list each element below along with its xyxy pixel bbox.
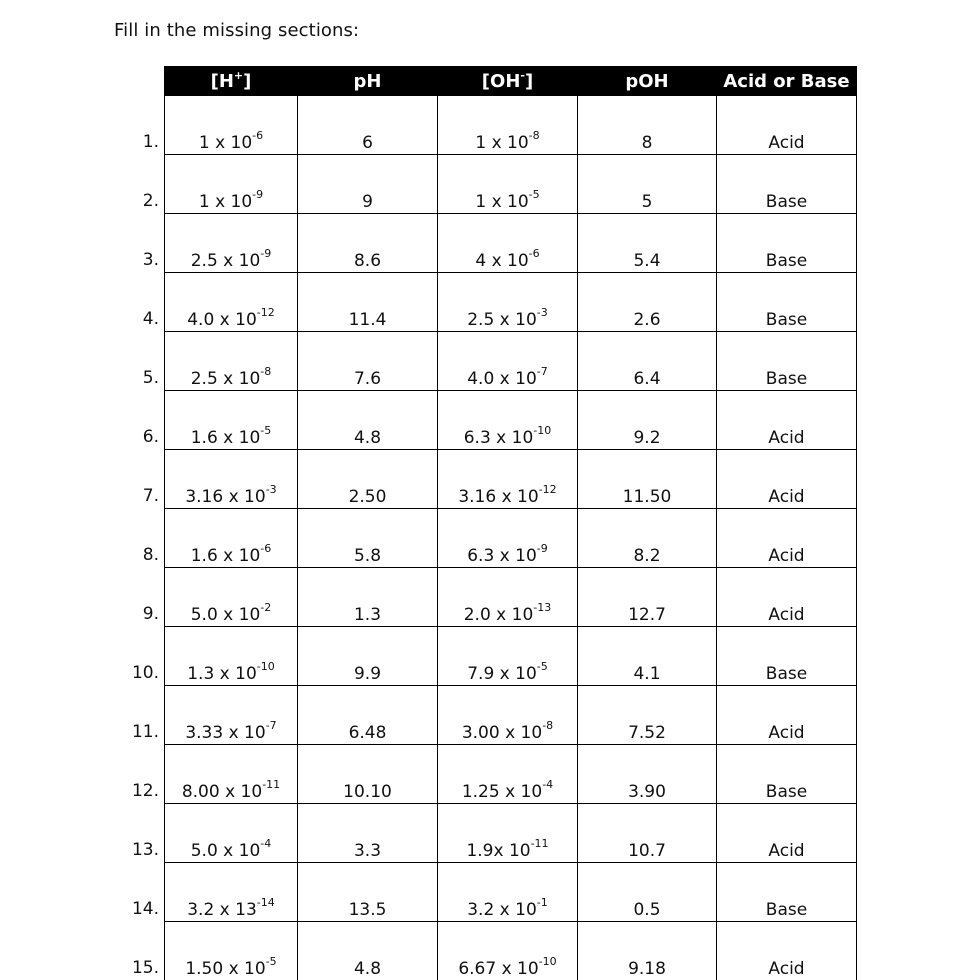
oh-exponent: -11 — [531, 837, 549, 850]
acid-or-base-cell: Acid — [717, 568, 857, 627]
acid-or-base-cell: Base — [717, 214, 857, 273]
ph-cell: 4.8 — [298, 922, 438, 980]
ph-cell: 10.10 — [298, 745, 438, 804]
poh-cell: 9.2 — [578, 391, 717, 450]
h-concentration-cell — [165, 509, 298, 568]
h-exponent: -6 — [260, 542, 271, 555]
header-ph: pH — [298, 66, 438, 96]
row-number: 12. — [111, 781, 159, 801]
h-mantissa: 5.0 x 10 — [191, 841, 261, 861]
row-number: 10. — [111, 663, 159, 683]
h-exponent: -7 — [266, 719, 277, 732]
poh-cell: 7.52 — [578, 686, 717, 745]
ph-cell: 5.8 — [298, 509, 438, 568]
h-exponent: -12 — [257, 306, 275, 319]
h-concentration-cell — [165, 804, 298, 863]
oh-concentration-cell — [438, 686, 578, 745]
oh-concentration-cell — [438, 863, 578, 922]
table-row — [165, 804, 857, 863]
h-exponent: -6 — [252, 129, 263, 142]
oh-concentration-cell — [438, 273, 578, 332]
h-mantissa: 1.6 x 10 — [191, 546, 261, 566]
h-concentration-cell — [165, 627, 298, 686]
oh-concentration-cell — [438, 627, 578, 686]
oh-mantissa: 4.0 x 10 — [467, 369, 537, 389]
h-mantissa: 5.0 x 10 — [191, 605, 261, 625]
acid-or-base-cell: Acid — [717, 391, 857, 450]
row-number: 9. — [111, 604, 159, 624]
oh-mantissa: 6.3 x 10 — [464, 428, 534, 448]
acid-or-base-cell: Base — [717, 155, 857, 214]
oh-concentration-cell — [438, 391, 578, 450]
oh-concentration-cell — [438, 922, 578, 980]
ph-cell: 1.3 — [298, 568, 438, 627]
table-row — [165, 391, 857, 450]
row-number: 3. — [111, 250, 159, 270]
h-concentration-cell — [165, 214, 298, 273]
poh-cell: 4.1 — [578, 627, 717, 686]
h-concentration-cell — [165, 863, 298, 922]
ph-cell: 7.6 — [298, 332, 438, 391]
table-row — [165, 96, 857, 155]
oh-mantissa: 1 x 10 — [475, 192, 528, 212]
oh-mantissa: 6.67 x 10 — [458, 959, 538, 979]
h-exponent: -5 — [266, 955, 277, 968]
h-concentration-cell — [165, 391, 298, 450]
h-exponent: -10 — [257, 660, 275, 673]
table-row — [165, 273, 857, 332]
h-mantissa: 1 x 10 — [199, 133, 252, 153]
h-concentration-cell — [165, 745, 298, 804]
oh-concentration-cell — [438, 804, 578, 863]
row-number: 1. — [111, 132, 159, 152]
acid-or-base-cell: Acid — [717, 450, 857, 509]
h-exponent: -9 — [260, 247, 271, 260]
h-mantissa: 3.16 x 10 — [185, 487, 265, 507]
oh-mantissa: 1.9x 10 — [466, 841, 530, 861]
poh-cell: 3.90 — [578, 745, 717, 804]
poh-cell: 8.2 — [578, 509, 717, 568]
h-concentration-cell — [165, 450, 298, 509]
h-mantissa: 4.0 x 10 — [187, 310, 257, 330]
oh-exponent: -8 — [529, 129, 540, 142]
oh-exponent: -12 — [539, 483, 557, 496]
row-number: 11. — [111, 722, 159, 742]
acid-or-base-cell: Acid — [717, 922, 857, 980]
ph-cell: 6.48 — [298, 686, 438, 745]
poh-cell: 2.6 — [578, 273, 717, 332]
table-row — [165, 332, 857, 391]
poh-cell: 12.7 — [578, 568, 717, 627]
table-row — [165, 863, 857, 922]
oh-concentration-cell — [438, 568, 578, 627]
h-concentration-cell — [165, 96, 298, 155]
ph-cell: 11.4 — [298, 273, 438, 332]
table-row — [165, 686, 857, 745]
table-row — [165, 568, 857, 627]
oh-mantissa: 3.2 x 10 — [467, 900, 537, 920]
table-row — [165, 214, 857, 273]
row-number: 13. — [111, 840, 159, 860]
oh-mantissa: 3.16 x 10 — [458, 487, 538, 507]
header-h-concentration: [H+] — [165, 66, 298, 96]
acid-or-base-cell: Acid — [717, 804, 857, 863]
oh-concentration-cell — [438, 509, 578, 568]
h-mantissa: 1.3 x 10 — [187, 664, 257, 684]
oh-concentration-cell — [438, 214, 578, 273]
ph-cell: 6 — [298, 96, 438, 155]
row-number: 7. — [111, 486, 159, 506]
h-exponent: -11 — [262, 778, 280, 791]
ph-cell: 8.6 — [298, 214, 438, 273]
ph-cell: 4.8 — [298, 391, 438, 450]
oh-exponent: -6 — [529, 247, 540, 260]
h-concentration-cell — [165, 568, 298, 627]
acid-or-base-cell: Base — [717, 273, 857, 332]
oh-mantissa: 7.9 x 10 — [467, 664, 537, 684]
poh-cell: 5.4 — [578, 214, 717, 273]
header-acid-or-base: Acid or Base — [717, 66, 857, 96]
acid-or-base-cell: Base — [717, 332, 857, 391]
oh-concentration-cell — [438, 96, 578, 155]
oh-exponent: -1 — [537, 896, 548, 909]
row-number: 15. — [111, 958, 159, 978]
h-exponent: -14 — [257, 896, 275, 909]
acid-or-base-cell: Acid — [717, 509, 857, 568]
h-exponent: -3 — [266, 483, 277, 496]
oh-mantissa: 1 x 10 — [475, 133, 528, 153]
acid-or-base-cell: Base — [717, 627, 857, 686]
poh-cell: 0.5 — [578, 863, 717, 922]
oh-concentration-cell — [438, 450, 578, 509]
h-concentration-cell — [165, 686, 298, 745]
h-exponent: -9 — [252, 188, 263, 201]
table-row — [165, 922, 857, 980]
h-mantissa: 1 x 10 — [199, 192, 252, 212]
oh-exponent: -5 — [537, 660, 548, 673]
h-exponent: -8 — [260, 365, 271, 378]
oh-concentration-cell — [438, 745, 578, 804]
h-mantissa: 1.50 x 10 — [185, 959, 265, 979]
h-concentration-cell — [165, 922, 298, 980]
oh-exponent: -4 — [542, 778, 553, 791]
acid-or-base-cell: Acid — [717, 686, 857, 745]
table-row — [165, 509, 857, 568]
h-mantissa: 1.6 x 10 — [191, 428, 261, 448]
row-number: 6. — [111, 427, 159, 447]
row-number: 2. — [111, 191, 159, 211]
row-number: 4. — [111, 309, 159, 329]
instructions-text: Fill in the missing sections: — [114, 20, 359, 41]
poh-cell: 8 — [578, 96, 717, 155]
oh-concentration-cell — [438, 332, 578, 391]
header-oh-concentration: [OH-] — [438, 66, 578, 96]
ph-cell: 9 — [298, 155, 438, 214]
h-mantissa: 3.2 x 13 — [187, 900, 257, 920]
acid-or-base-cell: Acid — [717, 96, 857, 155]
h-mantissa: 8.00 x 10 — [182, 782, 262, 802]
table-row — [165, 627, 857, 686]
oh-exponent: -3 — [537, 306, 548, 319]
row-number: 8. — [111, 545, 159, 565]
h-concentration-cell — [165, 155, 298, 214]
table-row — [165, 450, 857, 509]
poh-cell: 9.18 — [578, 922, 717, 980]
h-exponent: -2 — [260, 601, 271, 614]
oh-mantissa: 4 x 10 — [475, 251, 528, 271]
oh-exponent: -13 — [533, 601, 551, 614]
h-concentration-cell — [165, 332, 298, 391]
oh-exponent: -10 — [539, 955, 557, 968]
h-mantissa: 2.5 x 10 — [191, 369, 261, 389]
oh-mantissa: 3.00 x 10 — [462, 723, 542, 743]
oh-mantissa: 6.3 x 10 — [467, 546, 537, 566]
ph-cell: 2.50 — [298, 450, 438, 509]
oh-concentration-cell — [438, 155, 578, 214]
h-exponent: -5 — [260, 424, 271, 437]
poh-cell: 11.50 — [578, 450, 717, 509]
poh-cell: 5 — [578, 155, 717, 214]
header-poh: pOH — [578, 66, 717, 96]
ph-cell: 3.3 — [298, 804, 438, 863]
h-exponent: -4 — [260, 837, 271, 850]
oh-mantissa: 2.0 x 10 — [464, 605, 534, 625]
oh-exponent: -5 — [529, 188, 540, 201]
acid-or-base-cell: Base — [717, 863, 857, 922]
row-number: 5. — [111, 368, 159, 388]
row-number: 14. — [111, 899, 159, 919]
ph-worksheet-table — [164, 66, 857, 980]
header-row — [165, 66, 857, 96]
poh-cell: 10.7 — [578, 804, 717, 863]
oh-exponent: -7 — [537, 365, 548, 378]
oh-exponent: -9 — [537, 542, 548, 555]
ph-cell: 9.9 — [298, 627, 438, 686]
oh-mantissa: 2.5 x 10 — [467, 310, 537, 330]
oh-mantissa: 1.25 x 10 — [462, 782, 542, 802]
oh-exponent: -10 — [533, 424, 551, 437]
h-concentration-cell — [165, 273, 298, 332]
h-mantissa: 3.33 x 10 — [185, 723, 265, 743]
ph-cell: 13.5 — [298, 863, 438, 922]
oh-exponent: -8 — [542, 719, 553, 732]
poh-cell: 6.4 — [578, 332, 717, 391]
table-row — [165, 745, 857, 804]
table-row — [165, 155, 857, 214]
acid-or-base-cell: Base — [717, 745, 857, 804]
h-mantissa: 2.5 x 10 — [191, 251, 261, 271]
